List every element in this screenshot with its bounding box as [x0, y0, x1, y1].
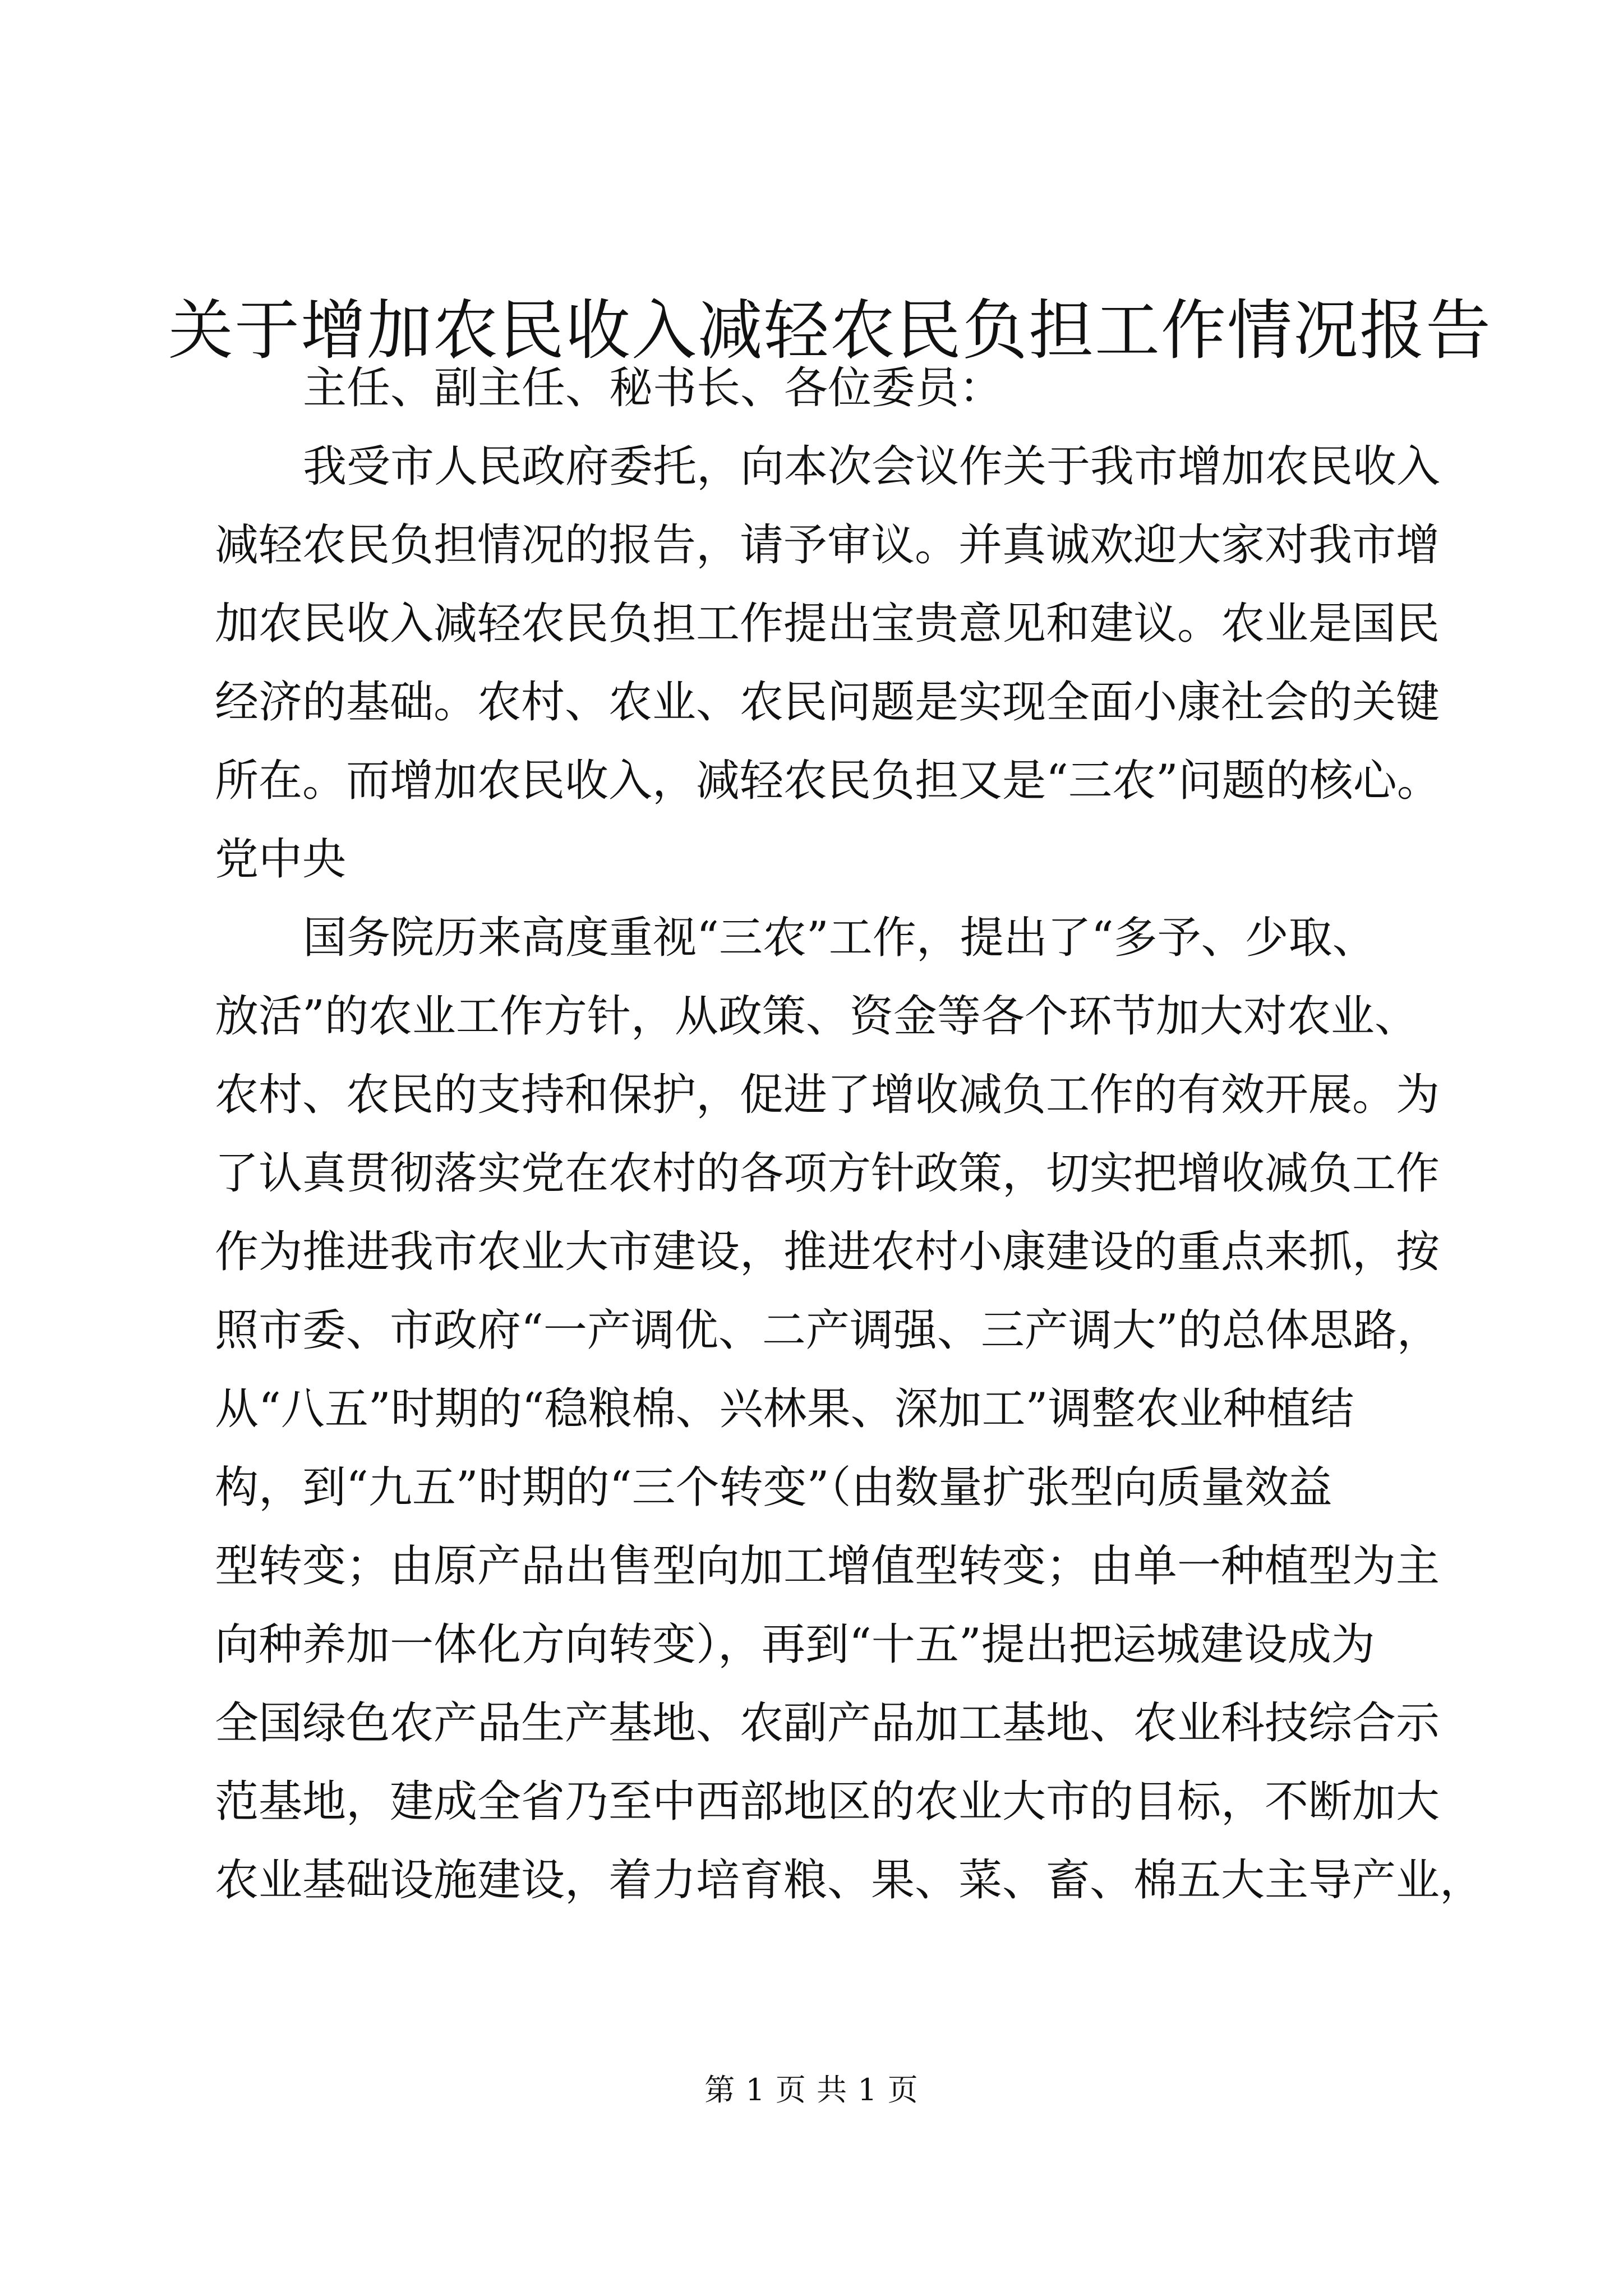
- salutation-line: 主任、副主任、秘书长、各位委员：: [303, 363, 1003, 413]
- paragraph-line: 加农民收入减轻农民负担工作提出宝贵意见和建议。农业是国民: [215, 599, 1440, 649]
- paragraph-line: 党中央: [215, 834, 347, 885]
- document-body: [215, 349, 1484, 1920]
- paragraph-line: 型转变；由原产品出售型向加工增值型转变；由单一种植型为主: [215, 1541, 1440, 1591]
- paragraph-line: 向种养加一体化方向转变），再到“十五”提出把运城建设成为: [215, 1619, 1375, 1670]
- paragraph-line: 所在。而增加农民收入，减轻农民负担又是“三农”问题的核心。: [215, 756, 1441, 806]
- document-title: 关于增加农民收入减轻农民负担工作情况报告: [168, 293, 1492, 369]
- paragraph-line: 农业基础设施建设，着力培育粮、果、菜、畜、棉五大主导产业，: [215, 1855, 1484, 1906]
- page-footer: 第 1 页 共 1 页: [704, 2072, 919, 2108]
- paragraph-line: 放活”的农业工作方针，从政策、资金等各个环节加大对农业、: [215, 991, 1418, 1042]
- paragraph-line: 作为推进我市农业大市建设，推进农村小康建设的重点来抓，按: [215, 1227, 1440, 1277]
- paragraph-line: 农村、农民的支持和保护，促进了增收减负工作的有效开展。为: [215, 1070, 1440, 1120]
- paragraph-line: 了认真贯彻落实党在农村的各项方针政策，切实把增收减负工作: [215, 1148, 1440, 1199]
- paragraph-line: 从“八五”时期的“稳粮棉、兴林果、深加工”调整农业种植结: [215, 1384, 1354, 1434]
- paragraph-line: 全国绿色农产品生产基地、农副产品加工基地、农业科技综合示: [215, 1698, 1440, 1749]
- paragraph-line: 经济的基础。农村、农业、农民问题是实现全面小康社会的关键: [215, 677, 1440, 728]
- paragraph-line: 照市委、市政府“一产调优、二产调强、三产调大”的总体思路，: [215, 1305, 1441, 1356]
- paragraph-line: 范基地，建成全省乃至中西部地区的农业大市的目标，不断加大: [215, 1777, 1440, 1827]
- paragraph-line: 国务院历来高度重视“三农”工作，提出了“多予、少取、: [303, 913, 1376, 963]
- paragraph-line: 我受市人民政府委托，向本次会议作关于我市增加农民收入: [303, 441, 1441, 492]
- paragraph-line: 构，到“九五”时期的“三个转变”（由数量扩张型向质量效益: [215, 1462, 1332, 1513]
- paragraph-line: 减轻农民负担情况的报告，请予审议。并真诚欢迎大家对我市增: [215, 520, 1440, 570]
